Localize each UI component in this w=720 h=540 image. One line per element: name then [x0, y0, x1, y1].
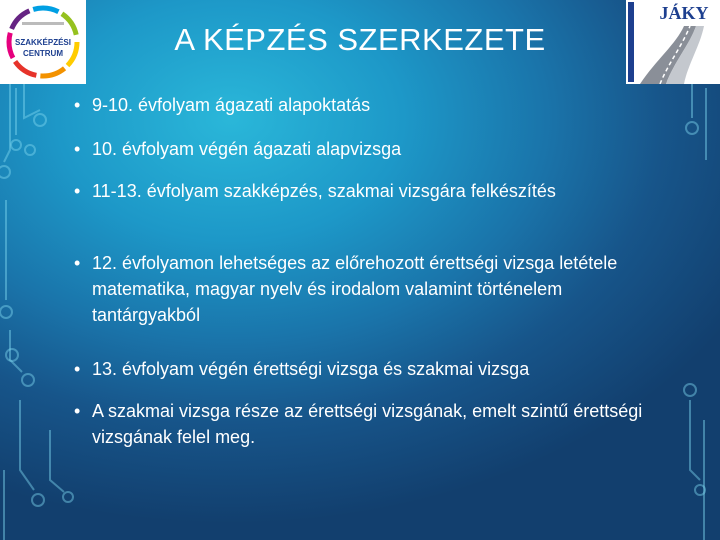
slide-title: A KÉPZÉS SZERKEZETE [174, 22, 546, 57]
bullet-dot-icon: • [74, 359, 81, 379]
bullet-text: A szakmai vizsga része az érettségi vizsgának, emelt szintű érettségi vizsgának felel meg. [92, 401, 643, 447]
bullet-text: 12. évfolyamon lehetséges az előrehozott érettségi vizsga letétele matematika, magyar nyelv és irodalom valamint történelem tantárgyakból [92, 253, 618, 325]
bullet-item [70, 178, 660, 204]
svg-text:JÁKY: JÁKY [659, 3, 709, 23]
bullet-item [70, 398, 660, 450]
bullet-dot-icon: • [74, 95, 81, 115]
bullet-item [70, 92, 660, 118]
szakkepzesi-centrum-logo [0, 0, 86, 84]
bullet-dot-icon: • [74, 181, 81, 201]
svg-text:SZAKKÉPZÉSI: SZAKKÉPZÉSI [14, 38, 72, 47]
bullet-item [70, 356, 660, 382]
bullet-text: 10. évfolyam végén ágazati alapvizsga [92, 139, 402, 159]
bullet-item [70, 250, 660, 328]
bullet-text: 9-10. évfolyam ágazati alapoktatás [92, 95, 371, 115]
jaky-logo [626, 0, 720, 84]
logo-ring-icon [0, 0, 86, 84]
bullet-text: 13. évfolyam végén érettségi vizsga és szakmai vizsga [92, 359, 530, 379]
bullet-dot-icon: • [74, 401, 81, 421]
bullet-dot-icon: • [74, 139, 81, 159]
jaky-road-icon [626, 0, 720, 84]
svg-text:CENTRUM: CENTRUM [23, 49, 63, 58]
bullet-dot-icon: • [74, 253, 81, 273]
bullet-item [70, 136, 660, 162]
bullet-text: 11-13. évfolyam szakképzés, szakmai vizsgára felkészítés [92, 181, 556, 201]
